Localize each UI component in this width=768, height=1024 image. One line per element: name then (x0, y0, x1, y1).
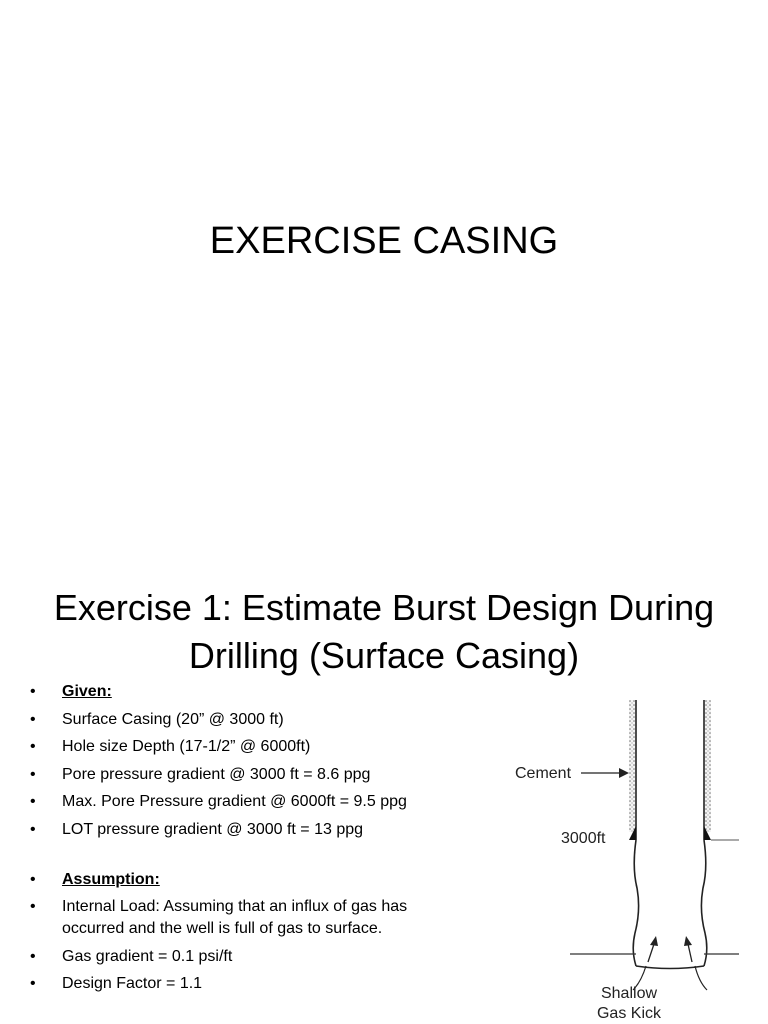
bullet-item (28, 973, 468, 995)
gas-arrowhead-right (684, 936, 692, 946)
bullet-item (28, 869, 468, 891)
wellbore-diagram (505, 688, 745, 1024)
gas-arrowhead-left (650, 936, 658, 946)
bullet-text: Design Factor = 1.1 (62, 975, 203, 992)
depth-label: 3000ft (561, 830, 606, 847)
open-hole-left (633, 840, 638, 966)
open-hole-right (701, 840, 706, 966)
bullet-item (28, 709, 468, 731)
bullet-text: LOT pressure gradient @ 3000 ft = 13 ppg (62, 820, 364, 838)
bullet-item (28, 736, 468, 758)
exercise-title-line-2: Drilling (Surface Casing) (188, 635, 580, 676)
kick-label-line-1: Shallow (600, 985, 658, 1002)
bullet-text: Gas gradient = 0.1 psi/ft (62, 947, 233, 965)
bullet-list (28, 681, 468, 1001)
exercise-title (0, 584, 768, 680)
slide-title: EXERCISE CASING (209, 220, 559, 262)
kick-curve-right (695, 966, 707, 990)
kick-label-line-2: Gas Kick (596, 1005, 662, 1022)
cement-right (704, 700, 711, 832)
bullet-text: Max. Pore Pressure gradient @ 6000ft = 9.5 ppg (62, 793, 407, 810)
assumption-heading: Assumption: (62, 870, 160, 888)
bullet-item (28, 896, 468, 940)
bullet-item (28, 791, 468, 813)
bullet-text: Pore pressure gradient @ 3000 ft = 8.6 ppg (62, 765, 371, 783)
cement-arrowhead (619, 768, 629, 778)
bullet-item (28, 946, 468, 968)
bullet-text: Internal Load: Assuming that an influx of gas has occurred and the well is full of gas to surface. (62, 898, 408, 937)
gas-arrow-left (648, 944, 654, 962)
bullet-text: Surface Casing (20” @ 3000 ft) (62, 710, 284, 728)
bullet-item (28, 681, 468, 703)
exercise-title-line-1: Exercise 1: Estimate Burst Design During (53, 587, 715, 628)
cement-label: Cement (515, 765, 572, 782)
bullet-item (28, 819, 468, 841)
given-heading: Given: (62, 683, 112, 700)
cement-left (629, 700, 636, 832)
bullet-text: Hole size Depth (17-1/2” @ 6000ft) (62, 738, 311, 755)
bullet-item (28, 764, 468, 786)
gas-arrow-right (688, 944, 692, 962)
